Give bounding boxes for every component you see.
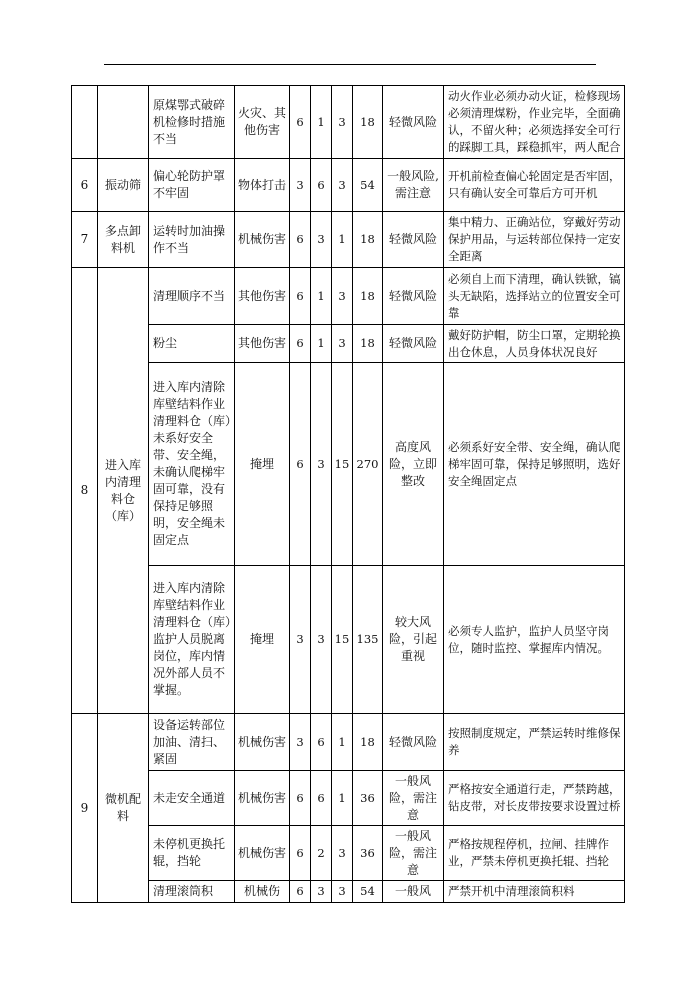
row-number <box>72 86 98 159</box>
value-c: 1 <box>332 212 353 268</box>
header-rule <box>104 64 596 65</box>
value-d: 18 <box>353 86 383 159</box>
hazard-item: 清理滚筒积 <box>149 881 235 903</box>
value-c: 3 <box>332 268 353 325</box>
value-l: 6 <box>290 881 311 903</box>
risk-level: 一般风险,需注意 <box>383 159 444 212</box>
risk-level: 一般风险，需注意 <box>383 826 444 881</box>
risk-assessment-table <box>71 85 625 903</box>
risk-level: 轻微风险 <box>383 325 444 363</box>
work-place: 微机配料 <box>98 714 149 903</box>
table-row <box>72 566 625 714</box>
row-number: 9 <box>72 714 98 903</box>
risk-level: 一般风险，需注意 <box>383 771 444 826</box>
control-measure: 按照制度规定，严禁运转时维修保养 <box>444 714 625 771</box>
hazard-item: 原煤鄂式破碎机检修时措施不当 <box>149 86 235 159</box>
hazard-item: 清理顺序不当 <box>149 268 235 325</box>
control-measure: 开机前检查偏心轮固定是否牢固，只有确认安全可靠后方可开机 <box>444 159 625 212</box>
harm-type: 物体打击 <box>235 159 290 212</box>
value-l: 6 <box>290 268 311 325</box>
risk-level: 较大风险，引起重视 <box>383 566 444 714</box>
control-measure: 动火作业必须办动火证，检修现场必须清理煤粉，作业完毕，全面确认，不留火种；必须选择安全可行的踩脚工具，踩稳抓牢，两人配合 <box>444 86 625 159</box>
work-place: 多点卸料机 <box>98 212 149 268</box>
value-c: 3 <box>332 86 353 159</box>
control-measure: 必须系好安全带、安全绳，确认爬梯牢固可靠，保持足够照明，选好安全绳固定点 <box>444 363 625 566</box>
table-row <box>72 325 625 363</box>
value-e: 3 <box>311 212 332 268</box>
hazard-item: 进入库内清除库壁结料作业清理料仓（库）未系好安全带、安全绳，未确认爬梯牢固可靠，没有保持足够照明，安全绳未固定点 <box>149 363 235 566</box>
hazard-item: 偏心轮防护罩不牢固 <box>149 159 235 212</box>
table-row <box>72 212 625 268</box>
table-row <box>72 771 625 826</box>
value-l: 3 <box>290 566 311 714</box>
value-e: 3 <box>311 566 332 714</box>
value-c: 3 <box>332 325 353 363</box>
row-number: 7 <box>72 212 98 268</box>
value-e: 1 <box>311 325 332 363</box>
risk-level: 一般风 <box>383 881 444 903</box>
risk-level: 轻微风险 <box>383 86 444 159</box>
value-c: 3 <box>332 159 353 212</box>
value-l: 6 <box>290 826 311 881</box>
control-measure: 戴好防护帽，防尘口罩，定期轮换出仓休息，人员身体状况良好 <box>444 325 625 363</box>
value-e: 6 <box>311 714 332 771</box>
row-number: 8 <box>72 268 98 714</box>
table-row <box>72 159 625 212</box>
value-l: 3 <box>290 714 311 771</box>
value-l: 6 <box>290 212 311 268</box>
harm-type: 机械伤害 <box>235 212 290 268</box>
value-e: 3 <box>311 881 332 903</box>
value-e: 6 <box>311 771 332 826</box>
hazard-item: 运转时加油操作不当 <box>149 212 235 268</box>
risk-level: 轻微风险 <box>383 714 444 771</box>
work-place: 振动筛 <box>98 159 149 212</box>
value-e: 2 <box>311 826 332 881</box>
table-row <box>72 363 625 566</box>
harm-type: 机械伤害 <box>235 826 290 881</box>
harm-type: 火灾、其他伤害 <box>235 86 290 159</box>
value-e: 6 <box>311 159 332 212</box>
harm-type: 掩埋 <box>235 363 290 566</box>
row-number: 6 <box>72 159 98 212</box>
hazard-item: 粉尘 <box>149 325 235 363</box>
risk-level: 轻微风险 <box>383 212 444 268</box>
value-l: 6 <box>290 325 311 363</box>
value-d: 54 <box>353 881 383 903</box>
harm-type: 其他伤害 <box>235 268 290 325</box>
value-l: 6 <box>290 771 311 826</box>
control-measure: 严禁开机中清理滚筒积料 <box>444 881 625 903</box>
table-row <box>72 881 625 903</box>
value-d: 54 <box>353 159 383 212</box>
value-c: 3 <box>332 826 353 881</box>
value-c: 15 <box>332 363 353 566</box>
control-measure: 严格按规程停机，拉闸、挂牌作业，严禁未停机更换托辊、挡轮 <box>444 826 625 881</box>
harm-type: 掩埋 <box>235 566 290 714</box>
hazard-item: 未走安全通道 <box>149 771 235 826</box>
harm-type: 机械伤害 <box>235 714 290 771</box>
value-e: 1 <box>311 86 332 159</box>
table-row <box>72 268 625 325</box>
value-d: 36 <box>353 771 383 826</box>
value-d: 18 <box>353 325 383 363</box>
value-c: 15 <box>332 566 353 714</box>
table-row <box>72 86 625 159</box>
value-d: 18 <box>353 268 383 325</box>
value-e: 3 <box>311 363 332 566</box>
value-d: 270 <box>353 363 383 566</box>
hazard-item: 进入库内清除库壁结料作业清理料仓（库）监护人员脱离岗位，库内情况外部人员不掌握。 <box>149 566 235 714</box>
work-place <box>98 86 149 159</box>
control-measure: 必须自上而下清理，确认铁锨，镐头无缺陷，选择站立的位置安全可靠 <box>444 268 625 325</box>
table-row <box>72 826 625 881</box>
value-c: 3 <box>332 881 353 903</box>
harm-type: 机械伤害 <box>235 771 290 826</box>
risk-level: 轻微风险 <box>383 268 444 325</box>
value-d: 18 <box>353 212 383 268</box>
value-d: 18 <box>353 714 383 771</box>
value-d: 36 <box>353 826 383 881</box>
hazard-item: 设备运转部位加油、清扫、紧固 <box>149 714 235 771</box>
value-l: 3 <box>290 159 311 212</box>
work-place: 进入库内清理料仓（库） <box>98 268 149 714</box>
control-measure: 集中精力、正确站位，穿戴好劳动保护用品，与运转部位保持一定安全距离 <box>444 212 625 268</box>
harm-type: 机械伤 <box>235 881 290 903</box>
value-d: 135 <box>353 566 383 714</box>
value-c: 1 <box>332 771 353 826</box>
hazard-item: 未停机更换托辊，挡轮 <box>149 826 235 881</box>
value-l: 6 <box>290 86 311 159</box>
control-measure: 必须专人监护，监护人员坚守岗位，随时监控、掌握库内情况。 <box>444 566 625 714</box>
harm-type: 其他伤害 <box>235 325 290 363</box>
control-measure: 严格按安全通道行走，严禁跨越，钻皮带，对长皮带按要求设置过桥 <box>444 771 625 826</box>
value-e: 1 <box>311 268 332 325</box>
risk-level: 高度风险，立即整改 <box>383 363 444 566</box>
value-l: 6 <box>290 363 311 566</box>
value-c: 1 <box>332 714 353 771</box>
table-row <box>72 714 625 771</box>
